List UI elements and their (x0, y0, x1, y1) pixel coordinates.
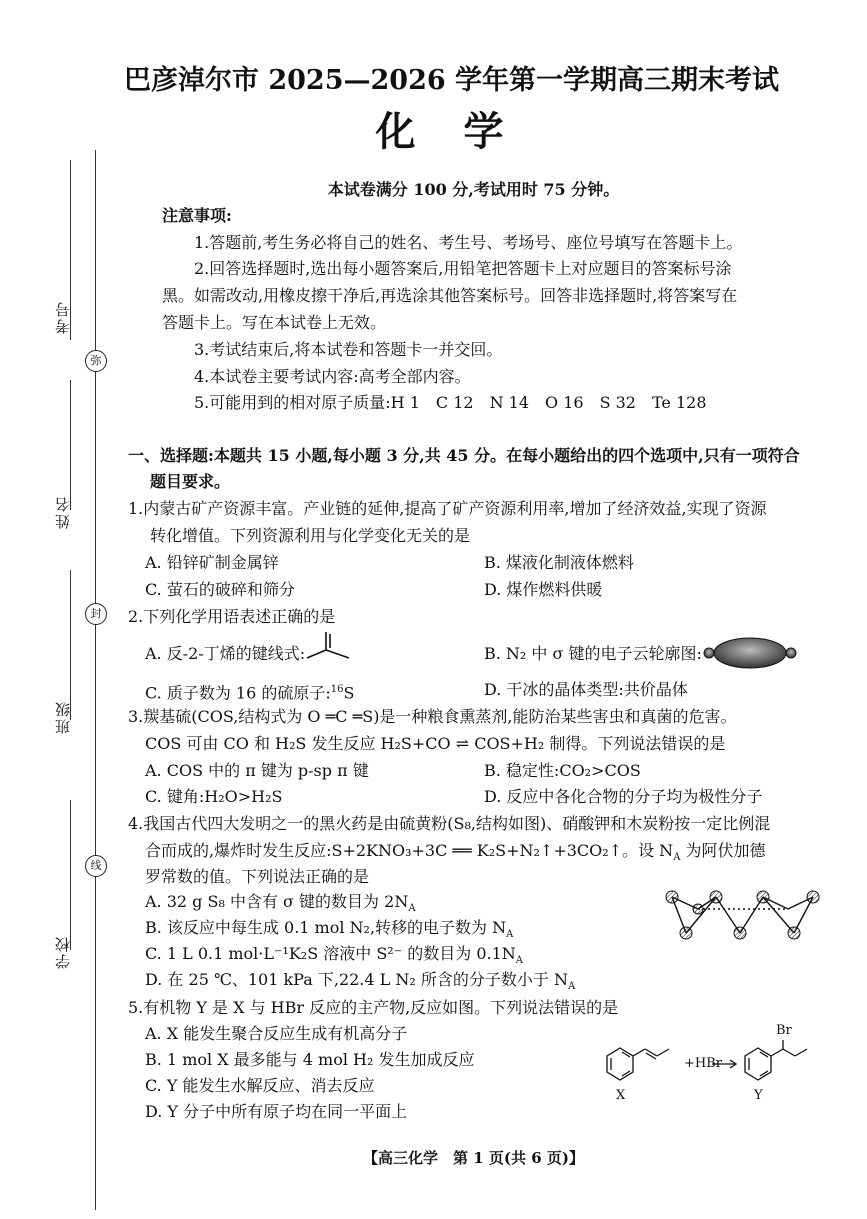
q4-stem-end: 罗常数的值。下列说法正确的是 (145, 867, 370, 886)
notice-heading: 注意事项: (162, 206, 232, 225)
seal-mark-feng: 封 (85, 603, 107, 625)
q5-option-c: C. Y 能发生水解反应、消去反应 (145, 1076, 375, 1095)
q4-option-c-text: C. 1 L 0.1 mol·L⁻¹K₂S 溶液中 S²⁻ 的数目为 0.1N (145, 944, 516, 963)
seal-mark-xian: 线 (85, 855, 107, 877)
q1-stem-cont: 转化增值。下列资源利用与化学变化无关的是 (150, 526, 471, 545)
q1-option-c: C. 萤石的破碎和筛分 (145, 580, 295, 599)
name-underline (70, 380, 71, 510)
exam-info: 本试卷满分 100 分,考试用时 75 分钟。 (327, 180, 620, 199)
page-title: 巴彦淖尔市 2025—2026 学年第一学期高三期末考试 (123, 65, 780, 96)
q3-option-d: D. 反应中各化合物的分子均为极性分子 (484, 787, 763, 806)
exam-no-label: 考号 (54, 300, 72, 334)
q2-option-c-text: C. 质子数为 16 的硫原子: (145, 683, 331, 703)
q4-option-a (145, 891, 416, 920)
page-footer: 【高三化学 第 1 页(共 6 页)】 (363, 1149, 584, 1167)
reaction-label-y: Y (754, 1088, 763, 1103)
q4-option-b (145, 917, 513, 946)
section-heading-cont: 题目要求。 (150, 472, 231, 491)
q5-option-b: B. 1 mol X 最多能与 4 mol H₂ 发生加成反应 (145, 1050, 475, 1069)
q4-stem-eq: 合而成的,爆炸时发生反应:S+2KNO₃+3C ══ K₂S+N₂↑+3CO₂↑。设 N (145, 841, 674, 860)
q4-option-c-sub: A (515, 955, 524, 967)
q2-option-d: D. 干冰的晶体类型:共价晶体 (484, 680, 688, 699)
school-underline (70, 800, 71, 950)
q4-stem-sub: A (673, 852, 681, 864)
q5-stem: 5.有机物 Y 是 X 与 HBr 反应的主产物,反应如图。下列说法错误的是 (128, 998, 619, 1017)
section-heading: 一、选择题:本题共 15 小题,每小题 3 分,共 45 分。在每小题给出的四个选项中,只有一项符合 (128, 446, 800, 465)
q4-option-a-text: A. 32 g S₈ 中含有 σ 键的数目为 2N (145, 892, 409, 911)
sigma-orbital-icon (702, 636, 798, 670)
q4-stem-cont (145, 840, 766, 869)
q2-option-a: A. 反-2-丁烯的键线式: (145, 644, 306, 663)
notice-item-2-end: 答题卡上。写在本试卷上无效。 (162, 313, 387, 332)
q4-option-a-sub: A (408, 903, 416, 915)
reaction-label-x: X (616, 1088, 626, 1103)
q4-option-d-sub: A (567, 981, 576, 993)
q4-stem-tail: 为阿伏加德 (680, 841, 766, 860)
q2-option-c (145, 679, 354, 704)
q4-option-d (145, 969, 575, 998)
notice-item-1: 1.答题前,考生务必将自己的姓名、考生号、考场号、座位号填写在答题卡上。 (194, 233, 743, 252)
q3-stem-cont: COS 可由 CO 和 H₂S 发生反应 H₂S+CO ⇌ COS+H₂ 制得。下列说法错误的是 (145, 734, 726, 753)
q3-option-c: C. 键角:H₂O>H₂S (145, 787, 283, 806)
q2-stem: 2.下列化学用语表述正确的是 (128, 607, 336, 626)
q5-option-a: A. X 能发生聚合反应生成有机高分子 (145, 1024, 408, 1043)
seal-mark-mi: 弥 (85, 350, 107, 372)
q5-option-d: D. Y 分子中所有原子均在同一平面上 (145, 1102, 408, 1121)
notice-item-2: 2.回答选择题时,选出每小题答案后,用铅笔把答题卡上对应题目的答案标号涂 (194, 259, 732, 278)
q1-stem: 1.内蒙古矿产资源丰富。产业链的延伸,提高了矿产资源利用率,增加了经济效益,实现了资源 (128, 499, 767, 518)
margin-line (95, 150, 96, 1210)
q1-option-d: D. 煤作燃料供暖 (484, 580, 603, 599)
q2-option-c-symbol: S (343, 683, 355, 703)
q4-stem: 4.我国古代四大发明之一的黑火药是由硫黄粉(S₈,结构如图)、硝酸钾和木炭粉按一定比例混 (128, 814, 771, 833)
q1-option-b: B. 煤液化制液体燃料 (484, 553, 634, 572)
butene-skeletal-icon (304, 628, 354, 664)
notice-item-2-cont: 黑。如需改动,用橡皮擦干净后,再选涂其他答案标号。回答非选择题时,将答案写在 (162, 286, 738, 305)
q4-option-c (145, 943, 523, 972)
class-underline (70, 570, 71, 720)
q4-option-d-text: D. 在 25 ℃、101 kPa 下,22.4 L N₂ 所含的分子数小于 N (145, 970, 568, 989)
notice-item-5: 5.可能用到的相对原子质量:H 1 C 12 N 14 O 16 S 32 Te 128 (194, 393, 707, 412)
school-label: 学校 (54, 935, 72, 969)
q3-option-b: B. 稳定性:CO₂>COS (484, 761, 641, 780)
q4-option-b-text: B. 该反应中每生成 0.1 mol N₂,转移的电子数为 N (145, 918, 507, 937)
s8-structure-icon (658, 885, 828, 945)
reaction-reagent: +HBr (684, 1056, 722, 1071)
class-label: 班级 (54, 700, 72, 734)
q3-stem: 3.羰基硫(COS,结构式为 O ═C ═S)是一种粮食熏蒸剂,能防治某些害虫和真菌的危害。 (128, 707, 737, 726)
reaction-label-br: Br (776, 1023, 792, 1038)
q2-option-c-mass: 16 (330, 684, 344, 695)
q1-option-a: A. 铅锌矿制金属锌 (145, 553, 279, 572)
q4-option-b-sub: A (506, 929, 514, 941)
name-label: 姓名 (54, 495, 72, 529)
notice-item-3: 3.考试结束后,将本试卷和答题卡一并交回。 (194, 340, 503, 359)
notice-item-4: 4.本试卷主要考试内容:高考全部内容。 (194, 367, 471, 386)
subject-title: 化 学 (375, 108, 508, 155)
q3-option-a: A. COS 中的 π 键为 p-sp π 键 (145, 761, 369, 780)
q2-option-b: B. N₂ 中 σ 键的电子云轮廓图: (484, 644, 702, 663)
